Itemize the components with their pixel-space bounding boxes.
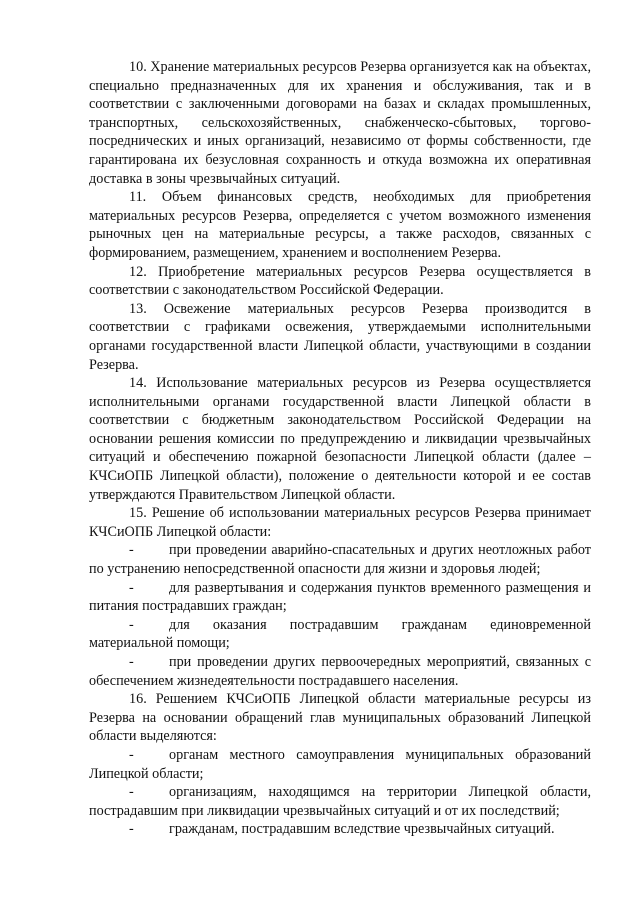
list-dash: - bbox=[129, 616, 134, 633]
list-dash: - bbox=[129, 654, 134, 670]
paragraph-16 bbox=[89, 690, 591, 746]
list-dash: - bbox=[129, 784, 134, 801]
list-dash: - bbox=[129, 542, 134, 559]
list-item bbox=[89, 616, 591, 653]
paragraph-13 bbox=[89, 300, 591, 374]
paragraph-15 bbox=[89, 504, 591, 541]
list-item bbox=[89, 746, 591, 783]
list-item bbox=[89, 820, 591, 839]
paragraph-text: 14. Использование материальных ресурсов из Резерва осуществляется исполнительными органами государственной власти Липецкой области в соответствии с бюджетным законодательством Российской Федерации на основании решения комиссии по предупреждению и ликвидации чрезвычайных ситуаций и обеспечению пожарной безопасности Липецкой области (далее – КЧСиОПБ Липецкой области), положение о деятельности которой и ее состав утверждаются Правительством Липецкой области. bbox=[89, 375, 591, 503]
paragraph-10 bbox=[89, 58, 591, 188]
list-dash: - bbox=[129, 579, 134, 596]
document-page bbox=[89, 58, 591, 839]
list-item-text: при проведении аварийно-спасательных и других неотложных работ по устранению непосредственной опасности для жизни и здоровья людей; bbox=[89, 542, 591, 578]
paragraph-text: 11. Объем финансовых средств, необходимых для приобретения материальных ресурсов Резерва, определяется с учетом возможного изменения рыночных цен на материальные ресурсы, а также расходов, связанных с формированием, размещением, хранением и восполнением Резерва. bbox=[89, 189, 591, 261]
paragraph-text: 15. Решение об использовании материальных ресурсов Резерва принимает КЧСиОПБ Липецкой области: bbox=[89, 505, 591, 540]
list-item-text: для развертывания и содержания пунктов временного размещения и питания пострадавших граждан; bbox=[89, 579, 591, 615]
list-item bbox=[89, 579, 591, 616]
paragraph-text: 13. Освежение материальных ресурсов Резерва производится в соответствии с графиками освежения, утверждаемыми исполнительными органами государственной власти Липецкой области, участвующими в создании Резерва. bbox=[89, 300, 591, 373]
paragraph-11 bbox=[89, 188, 591, 262]
paragraph-text: 12. Приобретение материальных ресурсов Резерва осуществляется в соответствии с законодательством Российской Федерации. bbox=[89, 263, 591, 299]
paragraph-12 bbox=[89, 263, 591, 300]
list-item-text: органам местного самоуправления муниципальных образований Липецкой области; bbox=[89, 746, 591, 782]
list-item-text: гражданам, пострадавшим вследствие чрезвычайных ситуаций. bbox=[169, 821, 555, 838]
list-item bbox=[89, 653, 591, 690]
paragraph-text: 10. Хранение материальных ресурсов Резерва организуется как на объектах, специально предназначенных для их хранения и обслуживания, так и в соответствии с заключенными договорами на базах и складах промышленных, транспортных, сельскохозяйственных, снабженческо-сбытовых, торгово-посреднических и иных организаций, независимо от формы собственности, где гарантирована их безусловная сохранность и откуда возможна их оперативная доставка в зоны чрезвычайных ситуаций. bbox=[89, 59, 591, 187]
list-dash: - bbox=[129, 746, 134, 763]
list-item-text: для оказания пострадавшим гражданам единовременной материальной помощи; bbox=[89, 616, 591, 652]
list-item bbox=[89, 783, 591, 820]
paragraph-text: 16. Решением КЧСиОПБ Липецкой области материальные ресурсы из Резерва на основании обращений глав муниципальных образований Липецкой области выделяются: bbox=[89, 691, 591, 745]
list-item-text: при проведении других первоочередных мероприятий, связанных с обеспечением жизнедеятельности пострадавшего населения. bbox=[89, 654, 591, 689]
list-item bbox=[89, 541, 591, 578]
paragraph-14 bbox=[89, 374, 591, 504]
list-dash: - bbox=[129, 821, 134, 838]
list-item-text: организациям, находящимся на территории Липецкой области, пострадавшим при ликвидации чрезвычайных ситуаций и от их последствий; bbox=[89, 784, 591, 819]
